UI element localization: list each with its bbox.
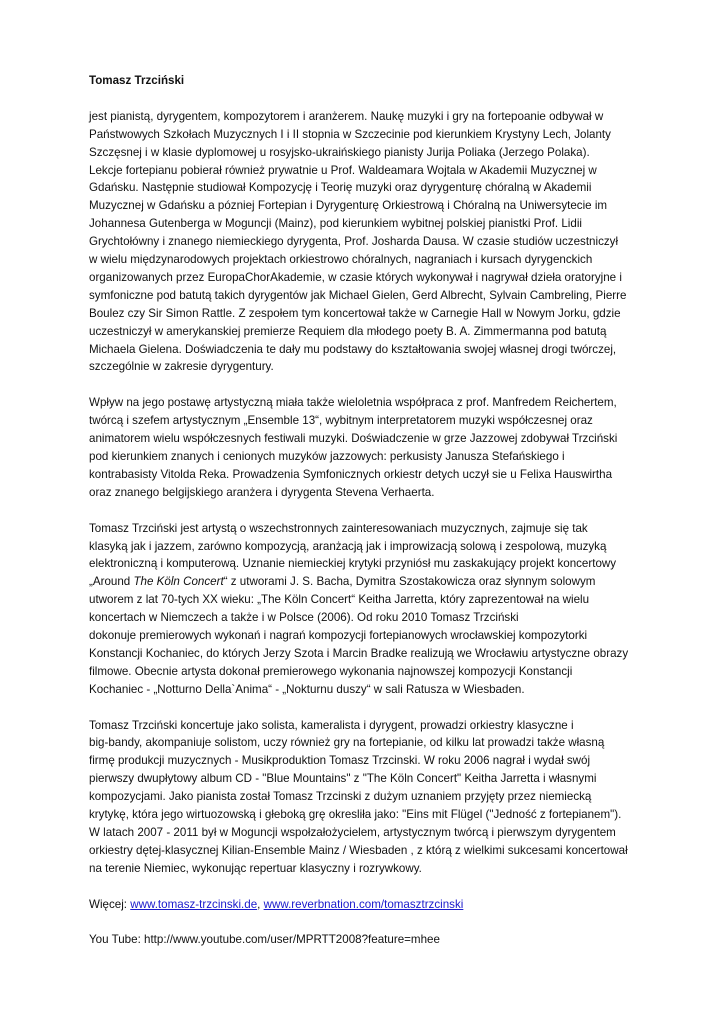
more-label: Więcej: xyxy=(89,897,131,911)
text-segment: „Around xyxy=(89,575,134,589)
italic-title: The Köln Concert xyxy=(133,575,224,589)
text-line: Tomasz Trzciński koncertuje jako solista, kameralista i dyrygent, prowadzi orkiestry klasyczne i xyxy=(89,718,574,732)
text-line: organizowanych przez EuropaChorAkademie, w czasie których wykonywał i nagrywał dzieła oratoryjne i xyxy=(89,270,622,284)
text-line: Lekcje fortepianu pobierał również prywatnie u Prof. Waldeamara Wojtala w Akademii Muzycznej w xyxy=(89,163,597,177)
text-line: filmowe. Obecnie artysta dokonał premierowego wykonania najnowszej kompozycji Konstancji xyxy=(89,664,573,678)
text-line: na terenie Niemiec, wykonując repertuar klasyczny i rozrywkowy. xyxy=(89,861,422,875)
text-line: Boulez czy Sir Simon Rattle. Z zespołem tym koncertował także w Carnegie Hall w Nowym Jorku, gdzie xyxy=(89,306,621,320)
document-page xyxy=(89,72,689,967)
text-line: w wielu międzynarodowych projektach orkiestrowo chóralnych, nagraniach i kursach dyrygenckich xyxy=(89,253,593,267)
text-line: oraz znanego belgijskiego aranżera i dyrygenta Stevena Verhaerta. xyxy=(89,485,435,499)
text-segment: “ z utworami J. S. Bacha, Dymitra Szostakowicza oraz słynnym solowym xyxy=(223,575,596,589)
text-line: Szczęsnej i w klasie dyplomowej u rosyjsko-ukraińskiego pianisty Jurija Poliaka (Jerzego Polaka). xyxy=(89,145,590,159)
more-links-line xyxy=(89,896,689,914)
biography-paragraph-4 xyxy=(89,717,689,878)
text-line: Michaela Gielena. Doświadczenia te dały mu podstawy do kształtowania swojej własnej drogi twórczej, xyxy=(89,342,617,356)
text-line: Tomasz Trzciński jest artystą o wszechstronnych zainteresowaniach muzycznych, zajmuje się tak xyxy=(89,521,588,535)
text-line: Johannesa Gutenberga w Moguncji (Mainz), pod kierunkiem wybitnej polskiej pianistki Prof. Lidii xyxy=(89,217,582,231)
text-line: krytykę, która jego wirtuozowską i głeboką grę okresliła jako: "Eins mit Flügel ("Jedność z fortepianem"). xyxy=(89,808,622,822)
text-line: elektroniczną i komputerową. Uznanie niemieckiej krytyki przyniósł mu zaskakujący projekt koncertowy xyxy=(89,557,617,571)
text-line: kompozycjami. Jako pianista został Tomasz Trzcinski z dużym uznaniem przyjęty przez niemiecką xyxy=(89,790,592,804)
document-title: Tomasz Trzciński xyxy=(89,74,185,87)
text-line: animatorem wielu współczesnych festiwali muzyki. Doświadczenie w grze Jazzowej zdobywał Trzciński xyxy=(89,432,618,446)
text-line: koncertach w Niemczech a także i w Polsce (2006). Od roku 2010 Tomasz Trzciński xyxy=(89,611,519,625)
text-line: Muzycznej w Gdańsku a pózniej Fortepian i Dyrygenturę Orkiestrową i Chóralną na Uniwersytecie im xyxy=(89,199,608,213)
text-line-with-italic xyxy=(89,573,689,591)
text-line: Kochaniec - „Notturno Della`Anima“ - „Nokturnu duszy“ w sali Ratusza w Wiesbaden. xyxy=(89,682,525,696)
text-line: Gdańsku. Następnie studiował Kompozycję i Teorię muzyki oraz dyrygenturę chóralną w Akademii xyxy=(89,181,592,195)
text-line: Państwowych Szkołach Muzycznych I i II stopnia w Szczecinie pod kierunkiem Krystyny Lech, Jolanty xyxy=(89,127,611,141)
text-line: firmę produkcji muzycznych - Musikproduktion Tomasz Trzcinski. W roku 2006 nagrał i wydał swój xyxy=(89,754,591,768)
text-line: pod kierunkiem znanych i cenionych muzyków jazzowych: perkusisty Janusza Stefańskiego i xyxy=(89,450,565,463)
biography-paragraph-2 xyxy=(89,394,689,501)
text-line: pierwszy dwupłytowy album CD - "Blue Mountains" z "The Köln Concert" Keitha Jarretta i własnymi xyxy=(89,772,597,786)
text-line: Wpływ na jego postawę artystyczną miała także wieloletnia współpraca z prof. Manfredem Reichertem, xyxy=(89,396,617,410)
text-line: uczestniczył w amerykanskiej premierze Requiem dla młodego poety B. A. Zimmermanna pod batutą xyxy=(89,324,607,338)
biography-paragraph-1 xyxy=(89,108,689,377)
text-line: utworem z lat 70-tych XX wieku: „The Köln Concert“ Keitha Jarretta, który zaprezentował na wielu xyxy=(89,593,590,607)
text-line: symfoniczne pod batutą takich dyrygentów jak Michael Gielen, Gerd Albrecht, Sylvain Cambreling, Pierre xyxy=(89,288,627,302)
text-line: jest pianistą, dyrygentem, kompozytorem i aranżerem. Naukę muzyki i gry na fortepoanie odbywał w xyxy=(89,109,604,123)
text-line: W latach 2007 - 2011 był w Moguncji wspołzałożycielem, artystycznym twórcą i pierwszym dyrygentem xyxy=(89,826,616,839)
website-link[interactable]: www.tomasz-trzcinski.de xyxy=(130,897,258,911)
text-line: Grychtołówny i znanego niemieckiego dyrygenta, Prof. Josharda Dausa. W czasie studiów uczestniczył xyxy=(89,235,619,249)
text-line: orkiestry dętej-klasycznej Kilian-Ensemble Mainz / Wiesbaden , z którą z wielkimi sukcesami koncertował xyxy=(89,843,628,857)
youtube-line: You Tube: http://www.youtube.com/user/MPRTT2008?feature=mhee xyxy=(89,933,440,947)
reverbnation-link[interactable]: www.reverbnation.com/tomasztrzcinski xyxy=(263,897,464,911)
text-line: twórcą i szefem artystycznym „Ensemble 13“, wybitnym interpretatorem muzyki współczesnej oraz xyxy=(89,414,593,428)
text-line: big-bandy, akompaniuje solistom, uczy również gry na fortepianie, od kilku lat prowadzi także własną xyxy=(89,736,605,750)
text-line: dokonuje premierowych wykonań i nagrań kompozycji fortepianowych wrocławskiej kompozytorki xyxy=(89,629,588,643)
link-separator: , xyxy=(257,897,264,911)
text-line: szczególnie w zakresie dyrygentury. xyxy=(89,360,274,374)
text-line: Konstancji Kochaniec, do których Jerzy Szota i Marcin Bradke realizują we Wrocławiu artystyczne obrazy xyxy=(89,646,629,660)
text-line: kontrabasisty Vitolda Reka. Prowadzenia Symfonicznych orkiestr detych uczył sie u Felixa Hauswirtha xyxy=(89,467,613,481)
biography-paragraph-3 xyxy=(89,520,689,699)
text-line: klasyką jak i jazzem, zarówno kompozycją, aranżacją jak i improwizacją solową i zespolową, muzyką xyxy=(89,539,607,553)
